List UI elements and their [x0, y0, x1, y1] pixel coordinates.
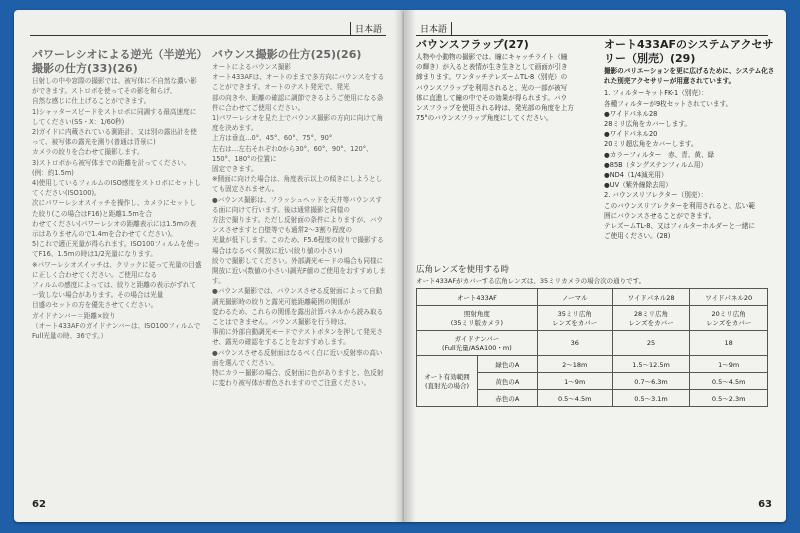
- text-line: 1. フィルターキットFK-1（別売）：: [604, 89, 708, 98]
- bounce-section: [212, 48, 388, 389]
- text-line: 3)ストロボから被写体までの距離を計ってください。(例：約1.5m): [32, 158, 191, 177]
- table-header: ワイドパネル28: [612, 289, 690, 306]
- table-cell: 照射角度 (35ミリ版カメラ): [417, 306, 538, 331]
- table-cell: 18: [690, 331, 768, 356]
- section-body: [32, 76, 202, 341]
- section-title: バウンス撮影の仕方(25)(26): [212, 48, 362, 61]
- table-cell: オート有効範囲 (直射光の場合): [417, 356, 478, 407]
- table-cell: 36: [537, 331, 612, 356]
- text-line: 28ミリ広角をカバーします。: [604, 120, 691, 129]
- text-line: ●ND4（1/4減光用）: [604, 171, 668, 180]
- table-cell: 1〜9m: [537, 373, 612, 390]
- power-ratio-section: [32, 48, 202, 341]
- text-line: 1)パワーレシオを見た上でバウンス撮影の方向に向けて角度を決めます。: [212, 114, 384, 133]
- section-title: オート433AFのシステムアクセサリー（別売）(29): [604, 38, 774, 65]
- text-line: このバウンスリフレクターを利用されると、広い範: [604, 201, 755, 210]
- left-header-rule: [30, 22, 386, 36]
- page-number: 63: [758, 499, 772, 510]
- text-line: 4)使用しているフィルムのISO感度をストロボにセットしてください(ISO100)。: [32, 179, 201, 198]
- text-line: テレズームTL-8、又はフィルターホルダーと一緒に: [604, 222, 755, 231]
- table-cell: 28ミリ広角 レンズをカバー: [612, 306, 690, 331]
- table-note: オート433AFがカバーする広角レンズは、35ミリカメラの場合次の通りです。: [416, 277, 646, 285]
- text-line: ●カラーフィルター 赤、青、黄、緑: [604, 150, 715, 159]
- table-cell: 2〜18m: [537, 356, 612, 373]
- table-header: ワイドパネル20: [690, 289, 768, 306]
- section-intro: 撮影のバリエーションを更に広げるために、システム化された別売アクセサリーが用意されています。: [604, 67, 775, 86]
- table-row: [417, 306, 768, 331]
- table-cell: 0.7〜6.3m: [612, 373, 690, 390]
- text-line: 日射しの中や窓際の撮影では、被写体に不自然な濃い影ができます。ストロボを使ってその影を和らげ、: [32, 77, 197, 96]
- text-line: 20ミリ超広角をカバーします。: [604, 140, 698, 149]
- language-label: 日本語: [416, 22, 452, 35]
- table-cell: ガイドナンバー (Full光量/ASA100・m): [417, 331, 538, 356]
- table-row: [417, 331, 768, 356]
- bounce-flap-section: [416, 38, 596, 123]
- text-line: 次にパワーレシオスイッチを操作し、カメラにセットした絞り(この場合はF16)と距離1.5mを合: [32, 199, 197, 218]
- table-cell: 1〜9m: [690, 356, 768, 373]
- text-line: 特にカラー撮影の場合、反射面に色がありますと、色反射に変わり被写体が着色されますのでご注意ください。: [212, 369, 384, 388]
- table-cell: 黄色のA: [478, 373, 538, 390]
- text-line: 変わるため、これらの関係を露出計算パネルから読み取ることはできません。バウンス撮影を行う時は、: [212, 307, 384, 327]
- table-header: オート433AF: [417, 289, 538, 306]
- text-line: 光量が低下します。このため、F5.6程度の絞りで撮影する場合はなるべく開放に近い(絞り値の小さい): [212, 236, 384, 255]
- section-body: [416, 52, 596, 123]
- text-line: 部の向きや、距離の確認に調節できるようご使用になる条件に合わせてご使用ください。: [212, 93, 384, 112]
- text-line: 締まります。ワンタッチテレズームTL-8（別売）の: [416, 73, 568, 82]
- text-line: 固定できます。: [212, 165, 258, 174]
- text-line: 自然な感じに仕上げることができます。: [32, 97, 151, 106]
- open-manual: [14, 10, 786, 522]
- text-line: 左右は…左右それぞれ0から30°、60°、90°、120°、150°、180°の位置に: [212, 144, 373, 163]
- text-line: ガイドナンバー＝距離×絞り: [32, 311, 116, 320]
- wide-angle-table: [416, 288, 768, 407]
- table-row: [417, 356, 768, 373]
- text-line: 目盛のセットの方を優先させてください。: [32, 301, 158, 310]
- text-line: 各種フィルターが9枚セットされています。: [604, 99, 733, 108]
- text-line: ※パワーレシオスイッチは、クリックに従って光量の目盛に正しく合わせてください。ご使用になる: [32, 260, 202, 279]
- section-body: [604, 88, 776, 241]
- text-line: わせてください(パワーレシオの距離表示には1.5mの表示はありませんので1.4mを合わせてください)。: [32, 219, 197, 239]
- table-cell: 35ミリ広角 レンズをカバー: [537, 306, 612, 331]
- text-line: 体に直進して瞳の中でその効果が得られます。バウ: [416, 93, 568, 102]
- text-line: ●ワイドパネル28: [604, 109, 658, 118]
- page-number: 62: [32, 499, 46, 510]
- text-line: オート433AFは、オートのままで多方向にバウンスをすることができます。オートのテスト発光で、発光: [212, 73, 385, 92]
- left-page: [14, 10, 404, 522]
- text-line: 事前に外部自動調光モードでテストボタンを押して発光させ、露光の確認をすることをおすすめします。: [212, 328, 383, 347]
- text-line: バウンスフラップを利用されると、光の一部が被写: [416, 83, 568, 92]
- table-cell: 0.5〜2.3m: [690, 390, 768, 407]
- table-cell: 0.5〜4.5m: [690, 373, 768, 390]
- text-line: 2. バウンスリフレクター（別売）：: [604, 191, 708, 200]
- text-line: 絞りで撮影してください。外部調光モードの場合も同様に開放に近い(数値の小さい)調光F値のご使用をおすすめします。: [212, 256, 386, 286]
- table-caption: 広角レンズを使用する時: [416, 265, 510, 275]
- text-line: オートによるバウンス撮影: [212, 63, 291, 71]
- table-cell: 赤色のA: [478, 390, 538, 407]
- text-line: 75°のバウンスフラップ角度にしてください。: [416, 114, 553, 123]
- table-row: [417, 289, 768, 306]
- text-line: ●ワイドパネル20: [604, 130, 658, 139]
- text-line: （オート433AFのガイドナンバーは、ISO100フィルムでFull光量の時、36です。）: [32, 321, 201, 341]
- text-line: ●バウンス撮影は、フラッシュヘッドを天井等バウンスする面に向けて行います。後は通常撮影と同様の: [212, 195, 382, 214]
- text-line: ※側面に向けた場合は、角度表示以上の傾きにしようとしても固定されません。: [212, 175, 383, 194]
- text-line: カメラの絞りを合わせて撮影します。: [32, 148, 144, 157]
- section-title: バウンスフラップ(27): [416, 38, 529, 51]
- table-cell: 0.5〜4.5m: [537, 390, 612, 407]
- text-line: フィルムの感度によっては、絞りと距離の表示がずれて一致しない場合があります。その場合は光量: [32, 281, 197, 300]
- text-line: 人物や小動物の撮影では、瞳にキャッチライト（瞳: [416, 53, 568, 61]
- table-cell: 25: [612, 331, 690, 356]
- section-title: パワーレシオによる逆光（半逆光）撮影の仕方(33)(26): [32, 48, 203, 75]
- text-line: ンスフラップを使用される時は、発光部の角度を上方: [416, 104, 574, 113]
- text-line: 方法で撮ります。ただし反射面の条件によりますが、バウンスさせますと白壁等でも通常2〜3割り程度の: [212, 216, 383, 235]
- text-line: ●バウンス撮影では、バウンスさせる反射面によって自動調光撮影時の絞りと露光可能距離範囲の関係が: [212, 287, 383, 306]
- accessory-section: [604, 38, 776, 241]
- text-line: 1)シャッタースピードをストロボに同調する最高速度にしてください(SS・X：1/60秒): [32, 107, 197, 126]
- text-line: 2)ガイドに内蔵されている測距計、又は別の露出計を使って、被写体の露光を測り(普通は背景に): [32, 128, 197, 147]
- text-line: ご使用ください。(28): [604, 232, 671, 241]
- section-body: [212, 62, 388, 389]
- table-cell: 1.5〜12.5m: [612, 356, 690, 373]
- text-line: 5)これで適正光量が得られます。ISO100フィルムを使ってF16、1.5mの時は1/2光量になります。: [32, 240, 200, 259]
- text-line: 上方は垂直…0°、45°、60°、75°、90°: [212, 134, 333, 143]
- right-page: [404, 10, 786, 522]
- table-cell: 0.5〜3.1m: [612, 390, 690, 407]
- table-header: ノーマル: [537, 289, 612, 306]
- text-line: ●UV（紫外線除去用）: [604, 181, 672, 190]
- language-label: 日本語: [350, 22, 386, 35]
- table-cell: 20ミリ広角 レンズをカバー: [690, 306, 768, 331]
- text-line: ●85B（タングステンフィルム用）: [604, 160, 707, 169]
- text-line: ●バウンスさせる反射面はなるべく白に近い反射率の高い面を選んでください。: [212, 348, 383, 367]
- table-cell: 緑色のA: [478, 356, 538, 373]
- text-line: の輝き）が入ると表情が生き生きとして画面が引き: [416, 63, 568, 72]
- text-line: 囲にバウンスさせることができます。: [604, 211, 716, 220]
- right-header-rule: [416, 22, 768, 36]
